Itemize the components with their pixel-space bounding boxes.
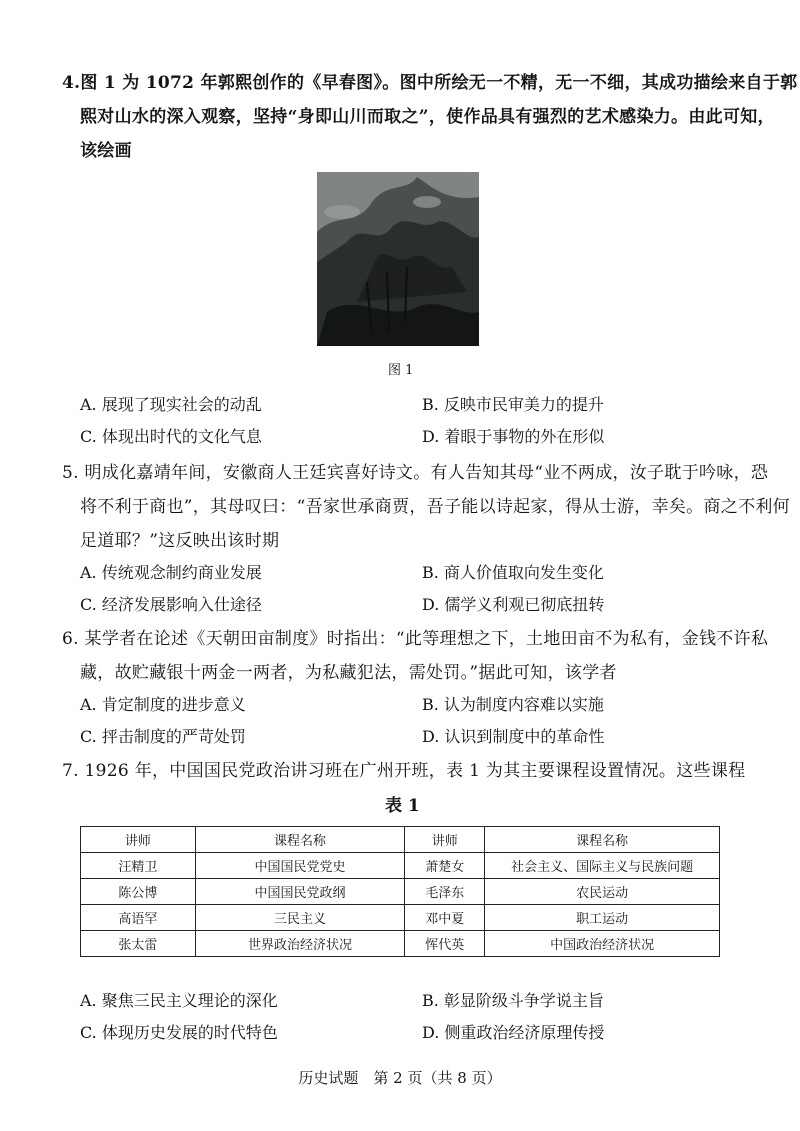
- table-cell: 汪精卫: [81, 853, 196, 879]
- page-footer: 历史试题 第 2 页（共 8 页）: [298, 1069, 502, 1087]
- q6-option-c[interactable]: C. 抨击制度的严苛处罚: [80, 727, 246, 746]
- q6-line-2: 藏，故贮藏银十两金一两者，为私藏犯法，需处罚。”据此可知，该学者: [80, 663, 617, 683]
- q5-option-b[interactable]: B. 商人价值取向发生变化: [422, 563, 604, 582]
- table-row: [81, 931, 720, 957]
- q6-option-d[interactable]: D. 认识到制度中的革命性: [422, 727, 605, 746]
- table-cell: 世界政治经济状况: [195, 931, 405, 957]
- q6-line-1: 6. 某学者在论述《天朝田亩制度》时指出：“此等理想之下，土地田亩不为私有，金钱不许私: [62, 629, 769, 649]
- table-cell: 毛泽东: [405, 879, 485, 905]
- header-course-1: 课程名称: [195, 827, 405, 853]
- table-row: [81, 905, 720, 931]
- q4-line-1: 4.图 1 为 1072 年郭熙创作的《早春图》。图中所绘无一不精，无一不细，其成功描绘来自于郭: [62, 73, 798, 93]
- table-cell: 邓中夏: [405, 905, 485, 931]
- q4-line-3: 该绘画: [80, 141, 132, 161]
- q7-option-c[interactable]: C. 体现历史发展的时代特色: [80, 1023, 278, 1042]
- q5-option-c[interactable]: C. 经济发展影响入仕途径: [80, 595, 262, 614]
- q5-option-d[interactable]: D. 儒学义利观已彻底扭转: [422, 595, 605, 614]
- table-cell: 中国政治经济状况: [485, 931, 720, 957]
- figure-1-caption: 图 1: [388, 363, 414, 378]
- early-spring-painting-image: [317, 172, 479, 346]
- header-course-2: 课程名称: [485, 827, 720, 853]
- q5-option-a[interactable]: A. 传统观念制约商业发展: [80, 563, 262, 582]
- table-row: [81, 879, 720, 905]
- q5-line-3: 足道耶？”这反映出该时期: [80, 531, 280, 551]
- q4-option-d[interactable]: D. 着眼于事物的外在形似: [422, 427, 605, 446]
- course-table: [80, 826, 720, 957]
- table-cell: 社会主义、国际主义与民族问题: [485, 853, 720, 879]
- q7-option-a[interactable]: A. 聚焦三民主义理论的深化: [80, 991, 278, 1010]
- table-cell: 高语罕: [81, 905, 196, 931]
- table-cell: 张太雷: [81, 931, 196, 957]
- table-cell: 农民运动: [485, 879, 720, 905]
- q4-option-b[interactable]: B. 反映市民审美力的提升: [422, 395, 604, 414]
- q4-option-c[interactable]: C. 体现出时代的文化气息: [80, 427, 262, 446]
- q7-line-1: 7. 1926 年，中国国民党政治讲习班在广州开班，表 1 为其主要课程设置情况。这些课程: [62, 761, 746, 781]
- header-lecturer-1: 讲师: [81, 827, 196, 853]
- table-header-row: [81, 827, 720, 853]
- header-lecturer-2: 讲师: [405, 827, 485, 853]
- landscape-painting-icon: [317, 172, 479, 346]
- table-cell: 萧楚女: [405, 853, 485, 879]
- table-cell: 中国国民党党史: [195, 853, 405, 879]
- table-row: [81, 853, 720, 879]
- q5-line-1: 5. 明成化嘉靖年间，安徽商人王廷宾喜好诗文。有人告知其母“业不两成，汝子耽于吟咏，恐: [62, 463, 769, 483]
- q6-option-a[interactable]: A. 肯定制度的进步意义: [80, 695, 246, 714]
- table-cell: 中国国民党政纲: [195, 879, 405, 905]
- table-cell: 三民主义: [195, 905, 405, 931]
- table-cell: 恽代英: [405, 931, 485, 957]
- q7-option-b[interactable]: B. 彰显阶级斗争学说主旨: [422, 991, 604, 1010]
- table-cell: 陈公博: [81, 879, 196, 905]
- q4-option-a[interactable]: A. 展现了现实社会的动乱: [80, 395, 262, 414]
- table-cell: 职工运动: [485, 905, 720, 931]
- q5-line-2: 将不利于商也”，其母叹曰：“吾家世承商贾，吾子能以诗起家，得从士游，幸矣。商之不利何: [80, 497, 790, 517]
- q7-option-d[interactable]: D. 侧重政治经济原理传授: [422, 1023, 605, 1042]
- table-1-title: 表 1: [385, 796, 420, 816]
- q6-option-b[interactable]: B. 认为制度内容难以实施: [422, 695, 604, 714]
- q4-line-2: 熙对山水的深入观察，坚持“身即山川而取之”，使作品具有强烈的艺术感染力。由此可知，: [80, 107, 775, 127]
